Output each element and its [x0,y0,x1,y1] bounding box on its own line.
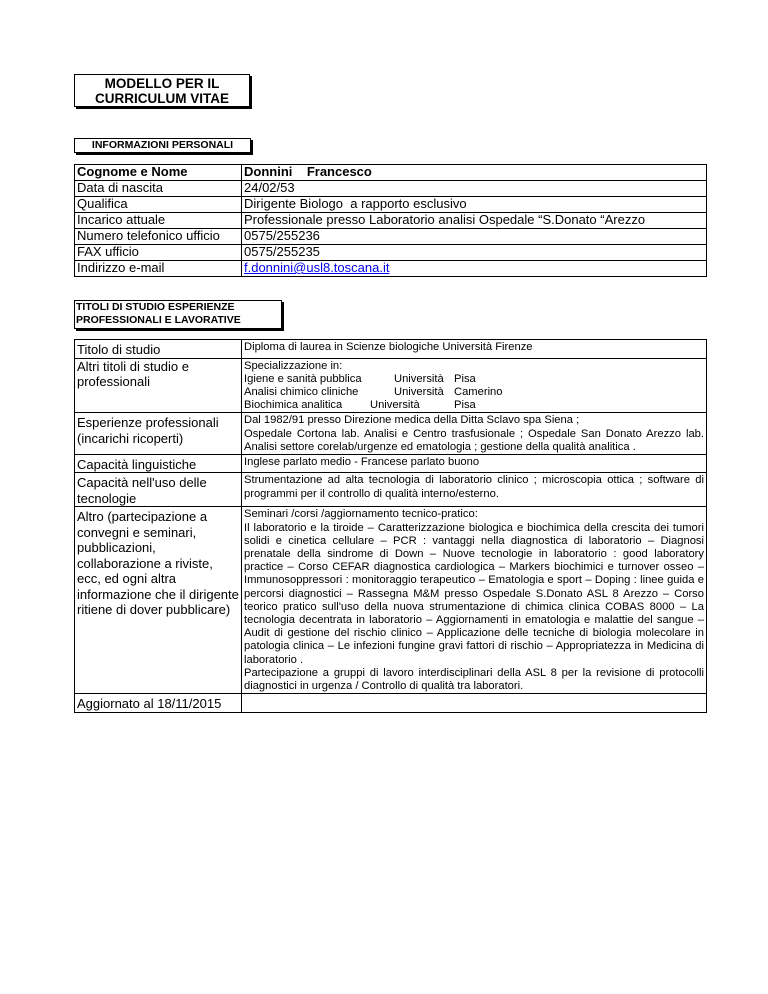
row-value: 0575/255235 [242,245,707,261]
spec-city: Pisa [454,399,476,412]
specialization-intro: Specializzazione in: [244,359,343,372]
row-label: Indirizzo e-mail [75,261,242,277]
section-header-titles [74,300,282,329]
row-label: FAX ufficio [75,245,242,261]
table-row [75,340,707,359]
table-row [75,181,707,197]
row-label: Qualifica [75,197,242,213]
table-row [75,261,707,277]
spec-uni: Università [394,372,444,385]
spec-city: Pisa [454,372,476,385]
seminars-intro: Seminari /corsi /aggiornamento tecnico-pratico: [244,508,478,521]
title-text: MODELLO PER IL CURRICULUM VITAE [95,76,229,106]
personal-info-table [74,164,707,277]
row-value: Inglese parlato medio - Francese parlato buono [242,454,707,473]
table-row [75,165,707,181]
spec-name: Biochimica analitica [244,399,343,412]
row-label: Titolo di studio [75,340,242,359]
table-row [75,358,707,413]
email-link[interactable]: f.donnini@usl8.toscana.it [244,260,390,275]
seminars-list: Il laboratorio e la tiroide – Caratterizzazione biologica e biochimica della crescita dei tumori solidi e cinetica cellulare – PCR : vantaggi nella diagnostica di laboratorio – Diagnosi prenatale della sindrome di Down – Nuove tecnologie in laboratorio : good laboratory practice – Corso CEFAR diagnostica cardiologica – Markers biochimici e turnover osseo – Immunosoppressori : monitoraggio terapeutico – Ematologia e sport – Doping : linee guida e percorsi diagnostici – Rassegna M&M presso Ospedale S.Donato ASL 8 Arezzo – Corso teorico pratico sull'uso della nuova strumentazione di chimica clinica COBAS 8000 – La tecnologia decentrata in laboratorio – Aggiornamenti in ematologia e malattie del sangue – Audit di gestione del rischio clinico – Applicazione delle tecniche di biologia molecolare in patologia clinica – Le infezioni fungine gravi fattori di rischio – Appropriatezza in Medicina di laboratorio . [244,521,704,666]
row-value: Strumentazione ad alta tecnologia di laboratorio clinico ; microscopia ottica ; software di programmi per il controllo di qualità interno/esterno. [242,473,707,507]
list-item [244,386,704,399]
row-label: Data di nascita [75,181,242,197]
table-row [75,413,707,455]
spec-city: Camerino [454,385,503,398]
row-label: Altro (partecipazione a convegni e seminari, pubblicazioni, collaborazione a riviste, ecc, ed ogni altra informazione che il dirigente ritiene di dover pubblicare) [75,507,242,694]
row-label: Aggiornato al 18/11/2015 [75,694,242,713]
document-title [74,74,250,107]
table-row [75,213,707,229]
section-personal-text: INFORMAZIONI PERSONALI [91,139,234,151]
section-header-personal [74,138,251,153]
row-label: Capacità linguistiche [75,454,242,473]
table-row [75,229,707,245]
spec-name: Analisi chimico cliniche [244,385,359,398]
table-row [75,507,707,694]
spec-name: Igiene e sanità pubblica [244,372,362,385]
table-row [75,694,707,713]
list-item [244,373,704,386]
table-row [75,197,707,213]
row-value [242,507,707,694]
section-titles-text: TITOLI DI STUDIO ESPERIENZE PROFESSIONALI E LAVORATIVE [76,301,241,326]
row-value: Dirigente Biologo a rapporto esclusivo [242,197,707,213]
row-value: 24/02/53 [242,181,707,197]
row-label: Cognome e Nome [75,165,242,181]
row-value: Diploma di laurea in Scienze biologiche Università Firenze [242,340,707,359]
table-row [75,245,707,261]
row-value [242,358,707,413]
row-value [242,694,707,713]
spec-uni: Università [370,399,420,412]
row-label: Altri titoli di studio e professionali [75,358,242,413]
experience-line: Ospedale Cortona lab. Analisi e Centro trasfusionale ; Ospedale San Donato Arezzo lab. Analisi settore corelab/urgenze ed ematologia ; gestione della qualità analitica . [244,427,704,453]
row-value [242,165,707,181]
titles-experience-table [74,339,707,713]
row-value [242,261,707,277]
row-label: Incarico attuale [75,213,242,229]
experience-line: Dal 1982/91 presso Direzione medica della Ditta Sclavo spa Siena ; [244,414,580,427]
row-label: Numero telefonico ufficio [75,229,242,245]
table-row [75,473,707,507]
row-label: Capacità nell'uso delle tecnologie [75,473,242,507]
table-row [75,454,707,473]
row-value [242,413,707,455]
row-value: 0575/255236 [242,229,707,245]
working-groups: Partecipazione a gruppi di lavoro interdisciplinari della ASL 8 per la revisione di protocolli diagnostici in urgenza / Controllo di qualità tra laboratori. [244,666,704,693]
full-name: Donnini Francesco [244,164,372,179]
spec-uni: Università [394,385,444,398]
row-value: Professionale presso Laboratorio analisi Ospedale “S.Donato “Arezzo [242,213,707,229]
list-item [244,399,704,412]
row-label: Esperienze professionali (incarichi ricoperti) [75,413,242,455]
